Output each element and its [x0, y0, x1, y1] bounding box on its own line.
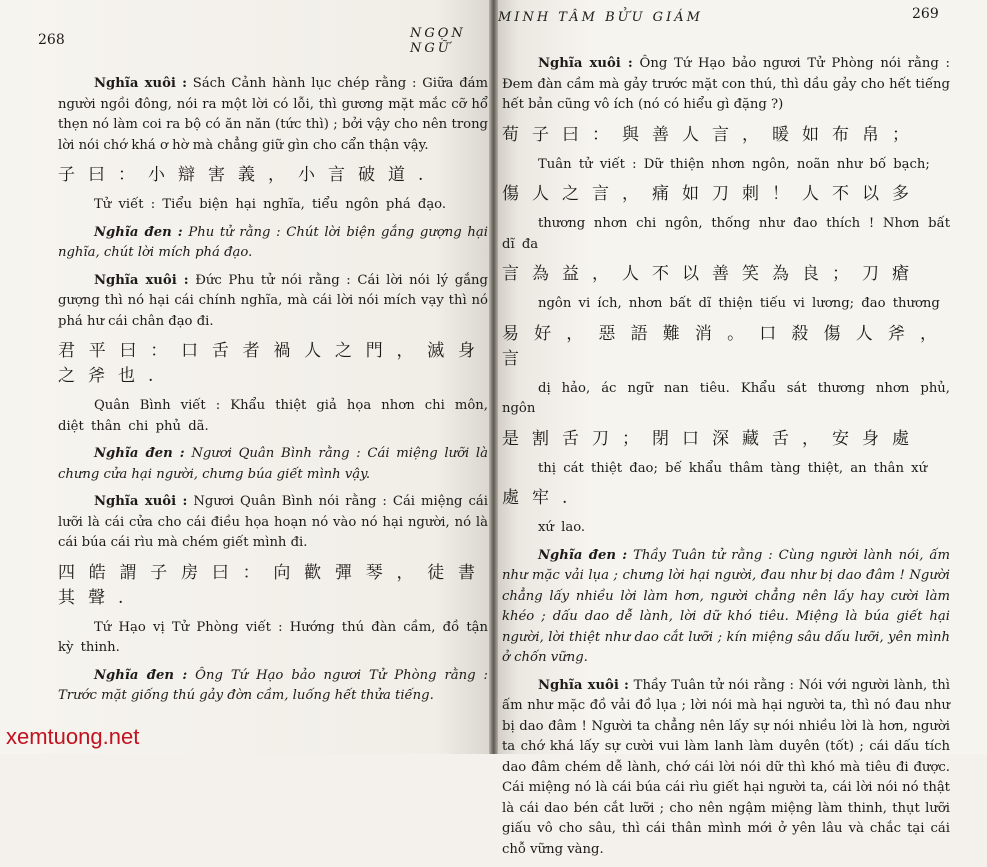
paragraph-label: Nghĩa xuôi : [94, 272, 189, 288]
paragraph-text: Ngươi Quân Bình rằng : Cái miệng lưỡi là chưng cửa hại người, chưng búa giết mình vậy. [58, 446, 489, 482]
left-page [0, 0, 494, 754]
transliteration-line: ngôn vi ích, nhơn bất dĩ thiện tiếu vi lương; đao thương [538, 296, 940, 311]
paragraph-label: Nghĩa xuôi : [538, 677, 629, 693]
plain-translation-paragraph [58, 492, 488, 554]
plain-translation-paragraph [58, 271, 488, 333]
chinese-text-line: 處牢. [502, 488, 581, 508]
plain-translation-paragraph [502, 54, 950, 116]
left-running-head: NGỌN NGỮ [410, 26, 466, 56]
chinese-text-line: 是割舌刀；閉口深藏舌，安身處 [502, 428, 922, 449]
transliteration-line: thị cát thiệt đao; bế khẩu thâm tàng thiệt, an thân xứ [538, 460, 928, 476]
paragraph-label: Nghĩa đen : [94, 667, 188, 683]
transliteration-line: Quân Bình viết : Khẩu thiệt giả họa nhơn chi môn, diệt thân chi phủ dã. [58, 398, 488, 434]
literal-translation-paragraph [58, 666, 488, 707]
paragraph-text: Ngươi Quân Bình nói rằng : Cái miệng cái lưỡi là cái cửa cho cái điều họa hoạn nó vào nó hại người, nó là cái búa cái rìu mà chém giết mình đi. [58, 494, 488, 550]
paragraph-text: Thầy Tuân tử rằng : Cùng người lành nói, ấm như mặc vải lụa ; chưng lời hại người, đau như bị dao đâm ! Người chẳng lấy nhiều lời làm hơn, người chẳng nên lấy hay cười làm khéo ; dấu dao dễ lành, lời dữ khó tiêu. Miệng là búa giết hại người, lời thiệt như dao cắt lưỡi ; kín miệng sâu dấu lưỡi, yên mình ở chốn vững. [502, 547, 950, 665]
plain-translation-paragraph [502, 676, 950, 861]
literal-translation-paragraph [58, 444, 488, 485]
paragraph-text: Ông Tứ Hạo bảo ngươi Tử Phòng rằng : Trước mặt giống thú gảy đờn cầm, luống hết thửa tiếng. [58, 667, 488, 703]
right-page-number: 269 [912, 6, 939, 22]
transliteration-line: Tuân tử viết : Dữ thiện nhơn ngôn, noãn như bố bạch; [538, 156, 930, 172]
transliteration-line: Tứ Hạo vị Tử Phòng viết : Hướng thú đàn cầm, đồ tận kỳ thinh. [58, 619, 488, 655]
transliteration-line: dị hảo, ác ngữ nan tiêu. Khẩu sát thương nhơn phủ, ngôn [502, 380, 950, 416]
paragraph-label: Nghĩa đen : [538, 547, 628, 563]
paragraph-text: Ông Tứ Hạo bảo ngươi Tử Phòng nói rằng : Đem đàn cầm mà gảy trước mặt con thú, thì dầu gảy cho hết tiếng hết bản cũng vô ích (nó có hiểu gì đặng ?) [502, 56, 951, 112]
chinese-text-line: 四皓謂子房曰：向歡彈琴，徒書其聲. [58, 562, 488, 608]
paragraph-label: Nghĩa đen : [94, 446, 185, 461]
paragraph-text: Phu tử rằng : Chút lời biện gắng gượng hại nghĩa, chút lời mích phá đạo. [58, 224, 488, 260]
paragraph-label: Nghĩa xuôi : [94, 494, 188, 509]
chinese-text-line: 荀子曰：與善人言，暖如布帛； [502, 124, 922, 145]
literal-translation-paragraph [58, 223, 488, 264]
chinese-text-line: 君平曰：口舌者禍人之門，滅身之斧也. [58, 341, 488, 386]
watermark: xemtuong.net [6, 724, 140, 749]
plain-translation-paragraph [58, 74, 488, 156]
paragraph-text: Thầy Tuân tử nói rằng : Nói với người lành, thì ấm như mặc đồ vải đồ lụa ; lời nói mà hại người ta, thì nó đau như bị dao đâm ! Người ta chẳng nên lấy sự nói nhiều lời là hơn, người ta chớ khá lấy sự cười vui làm lanh làm duyên (tốt) ; cái dấu tích dao đâm chém dễ lành, chớ cái lời nói dữ thì khó mà tiêu đi được. Cái miệng nó là cái búa cái rìu giết hại người ta, cái lời nói nó thật là cái dao bén cắt lưỡi ; cho nên ngậm miệng làm thinh, thụt lưỡi giấu vô cho sâu, thì cái thân mình mới ở yên lâu và chắc tại cái chỗ vững vàng. [502, 677, 950, 857]
left-text-column [58, 74, 488, 714]
book-gutter [489, 0, 498, 754]
chinese-text-line: 傷人之言，痛如刀刺！人不以多 [502, 184, 922, 204]
paragraph-label: Nghĩa xuôi : [94, 76, 187, 91]
literal-translation-paragraph [502, 546, 950, 669]
transliteration-line: thương nhơn chi ngôn, thống như đao thích ! Nhơn bất dĩ đa [502, 216, 950, 252]
paragraph-text: Sách Cảnh hành lục chép rằng : Giữa đám người ngồi đông, nói ra một lời có lỗi, thì gương mặt mắc cỡ hổ thẹn nó làm coi ra bộ có ăn năn (tức thì) ; bởi vậy cho nên trong lời nói chớ khá ơ hờ mà chẳng giữ gìn cho cẩn thận vậy. [58, 76, 488, 153]
chinese-text-line: 易好，惡語難消。口殺傷人斧，言 [502, 323, 950, 369]
transliteration-line: xứ lao. [538, 520, 586, 535]
left-page-number: 268 [38, 32, 65, 48]
chinese-text-line: 言為益，人不以善笑為良；刀瘡 [502, 264, 922, 284]
right-text-column [502, 54, 950, 867]
right-page [494, 0, 987, 857]
right-running-head: MINH TÂM BỬU GIÁM [498, 10, 703, 25]
chinese-text-line: 子曰：小辯害義，小言破道. [58, 165, 437, 185]
transliteration-line: Tử viết : Tiểu biện hại nghĩa, tiểu ngôn phá đạo. [94, 197, 447, 212]
paragraph-text: Đức Phu tử nói rằng : Cái lời nói lý gắng gượng thì nó hại cái chính nghĩa, mà cái lời nói mích vạy thì nó phá hư cái chân đạo đi. [58, 272, 488, 329]
paragraph-label: Nghĩa xuôi : [538, 56, 633, 71]
paragraph-label: Nghĩa đen : [94, 224, 183, 240]
